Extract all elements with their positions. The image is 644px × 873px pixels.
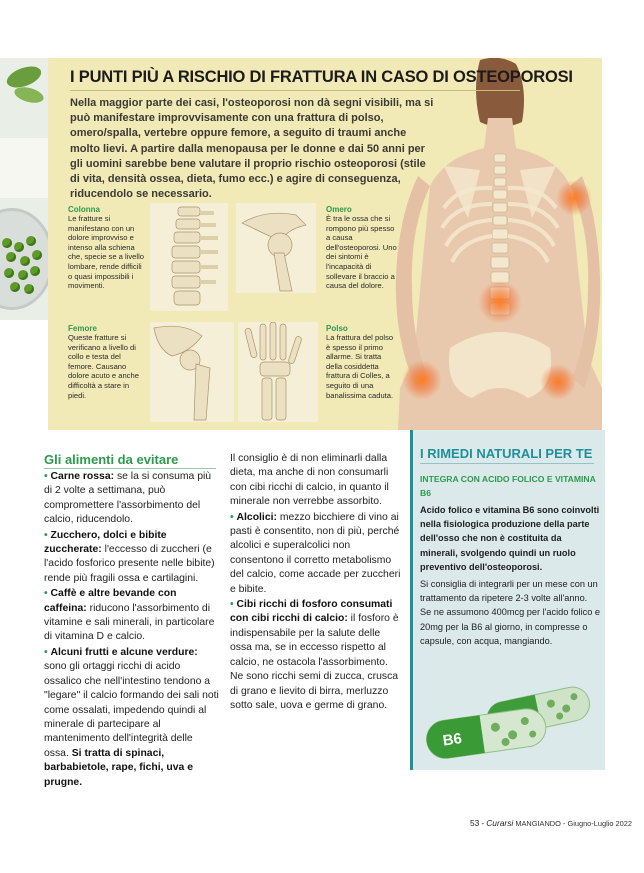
spine-bone-image [150, 203, 228, 311]
title-divider [70, 90, 520, 91]
colonna-text: Le fratture si manifestano con un dolore improvviso e intenso alla schiena che, specie se a livello lombare, rende difficili o quasi impossibili i movimenti. [68, 214, 144, 291]
page-footer: 53 - Curarsi MANGIANDO - Giugno-Luglio 2022 [470, 818, 632, 828]
wrist-bone-image [238, 322, 318, 422]
omero-text: È tra le ossa che si rompono più spesso a causa dell'osteoporosi. Uno dei sintomi è l'incapacità di sollevare il braccio a causa del dolore. [326, 214, 397, 291]
femur-bone-image [150, 322, 234, 422]
remedies-subheading: INTEGRA CON ACIDO FOLICO E VITAMINA B6 [420, 474, 596, 498]
avoid-item: • Alcuni frutti e alcune verdure: sono gli ortaggi ricchi di acido ossalico che nell'intestino tendono a "legare" il calcio formando dei sali noti come ossalati, impedendo quindi al minerale di partecipare al mantenimento dell'integrità delle ossa. Si tratta di spinaci, barbabietole, rape, fichi, uva e prugne. [44, 646, 219, 788]
avoid-divider [44, 468, 216, 469]
avoid-item-continued: Il consiglio è di non eliminarli dalla dieta, ma anche di non consumarli con cibi ricchi di calcio, in quanto il minerale non verrebbe assorbito. [230, 453, 389, 508]
issue-info: MANGIANDO - Giugno-Luglio 2022 [515, 819, 632, 828]
b6-capsules-image [420, 680, 602, 760]
avoid-item: • Caffè e altre bevande con caffeina: riducono l'assorbimento di vitamine e sali minerali, in particolare di vitamina D e calcio. [44, 588, 215, 643]
avoid-item: • Alcolici: mezzo bicchiere di vino ai pasti è consentito, non di più, perché alcolici e superalcolici non consentono il corretto metabolismo del calcio, come accade per zuccheri e bibite. [230, 511, 401, 595]
avoid-item: • Carne rossa: se la si consuma più di 2 volte a settimana, può compromettere l'assorbimento del calcio, riducendolo. [44, 471, 212, 526]
avoid-item: • Zucchero, dolci e bibite zuccherate: l'eccesso di zuccheri (e l'acido fosforico presente nelle bibite) rende più fragili ossa e cartilagini. [44, 529, 215, 584]
magazine-brand: Curarsi [486, 818, 514, 828]
capsule-label: B6 [441, 730, 463, 750]
page-number: 53 [470, 818, 480, 828]
remedies-bold-text: Acido folico e vitamina B6 sono coinvolti nella fisiologica produzione della parte dell'osso che non è costituita da minerali, svolgendo quindi un ruolo preventivo dell'osteoporosi. [420, 505, 600, 572]
remedies-text: Si consiglia di integrarli per un mese con un trattamento da ripetere 2-3 volte all'anno. Se ne assumono 400mcg per l'acido folico e 20mg per la B6 al giorno, in compresse o capsule, con acqua, mangiando. [420, 579, 600, 646]
page-title: I PUNTI PIÙ A RISCHIO DI FRATTURA IN CASO DI OSTEOPOROSI [70, 68, 573, 86]
femore-text: Queste fratture si verificano a livello di collo e testa del femore. Causano dolore acuto e anche difficoltà a stare in piedi. [68, 333, 139, 400]
avoid-item: • Cibi ricchi di fosforo consumati con cibi ricchi di calcio: il fosforo è indispensabile per la salute delle ossa ma, se in eccesso rispetto al calcio, ne ostacola l'assorbimento. Ne sono ricchi semi di zucca, crusca di grano e lievito di birra, merluzzo sotto sale, uova e germe di grano. [230, 599, 399, 711]
omero-heading: Omero [326, 205, 352, 214]
polso-heading: Polso [326, 324, 348, 333]
femore-heading: Femore [68, 324, 97, 333]
remedies-divider [420, 463, 594, 464]
food-photo [0, 58, 48, 320]
avoid-column-2 [230, 452, 402, 714]
remedies-heading: I RIMEDI NATURALI PER TE [420, 446, 593, 461]
intro-paragraph: Nella maggior parte dei casi, l'osteoporosi non dà segni visibili, ma si può manifestare improvvisamente con una frattura di polso, omero/spalla, vertebre oppure femore, a seguito di traumi anche molto lievi. A partire dalla menopausa per le donne e dai 50 anni per gli uomini sarebbe bene valutare il proprio rischio osteoporosi (stile di vita, densità ossea, dieta, fumo ecc.) e agire di conseguenza, riducendolo se necessario. [70, 97, 434, 201]
shoulder-bone-image [236, 203, 316, 293]
avoid-heading: Gli alimenti da evitare [44, 452, 179, 467]
colonna-heading: Colonna [68, 205, 100, 214]
polso-text: La frattura del polso è spesso il primo allarme. Si tratta della cosiddetta frattura di Colles, a seguito di una banalissima caduta. [326, 333, 394, 400]
avoid-column-1 [44, 470, 219, 791]
